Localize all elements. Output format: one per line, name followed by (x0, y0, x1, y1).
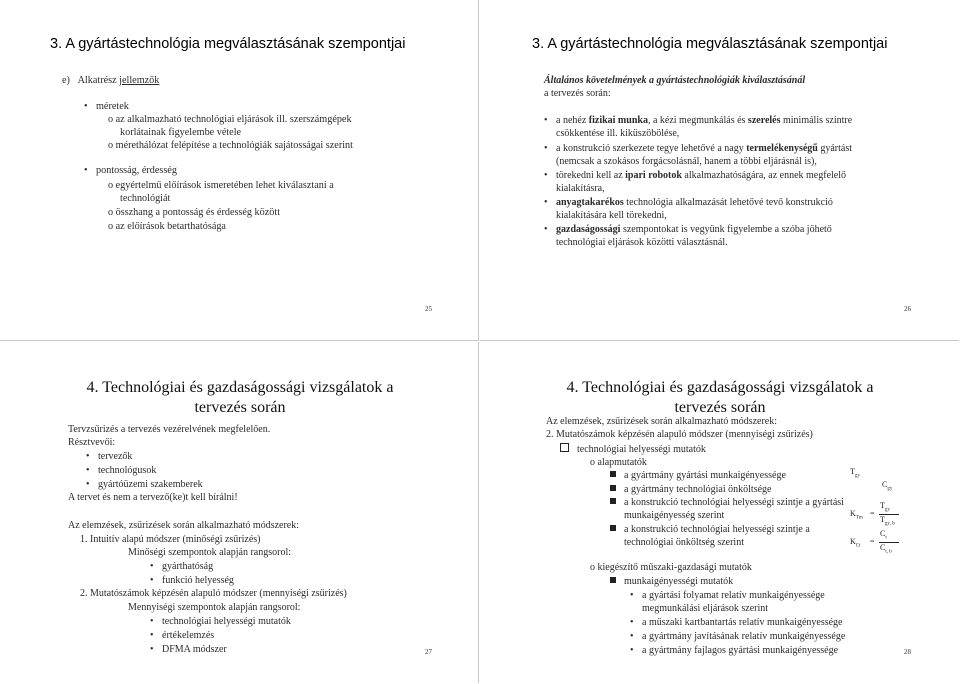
text: értékelemzés (162, 630, 215, 641)
detail-item: • a gyártmány javításának relatív munkaigényessége (630, 631, 846, 642)
text-line: Az elemzések, zsűrizések során alkalmazható módszerek: (546, 416, 778, 427)
formula-kct (850, 529, 910, 563)
formula-c (882, 480, 892, 492)
text: a gyártmány technológiai önköltsége (624, 484, 772, 495)
text: technológiai helyességi mutatók (577, 444, 706, 455)
text-line: Résztvevői: (68, 437, 116, 448)
sub-item: o egyértelmű előírások ismeretében lehet kiválasztani a (108, 180, 334, 191)
sub-item: o az előírások betarthatósága (108, 221, 226, 232)
f-sub: t, b (885, 549, 892, 555)
sub-item-cont: korlátainak figyelembe vétele (120, 127, 242, 138)
text-line: 2. Mutatószámok képzésén alapuló módszer (mennyiségi zsűrizés) (546, 429, 813, 440)
square-icon (610, 525, 616, 531)
detail-item: • a gyártmány fajlagos gyártási munkaigényessége (630, 645, 839, 656)
f-den (880, 543, 892, 555)
text: tervezők (98, 451, 133, 462)
text: a konstrukció szerkezete tegye lehetővé a nagy (556, 143, 747, 154)
section-e (62, 75, 159, 87)
sub-item-cont: technológiát (120, 193, 171, 204)
text-bold: ipari robotok (625, 170, 682, 181)
text-line: Az elemzések, zsűrizések során alkalmazható módszerek: (68, 520, 300, 531)
square-bullet-icon (560, 443, 569, 452)
f-num (880, 529, 887, 541)
bullet-text: pontosság, érdesség (96, 165, 177, 176)
bullet-item: • méretek (84, 101, 129, 112)
text: szempontokat is vegyünk figyelembe a szóba jöhető (620, 224, 832, 235)
f-text: T (850, 467, 855, 476)
text: gyártást (817, 143, 853, 154)
req-item-cont: technológiai eljárások közötti választásnál. (556, 237, 728, 248)
square-icon (610, 577, 616, 583)
indicator (610, 470, 786, 482)
square-icon (610, 498, 616, 504)
e-prefix: e) (62, 75, 70, 86)
bullet-text: méretek (96, 101, 129, 112)
square-icon (610, 485, 616, 491)
text-bold: fizikai munka (588, 115, 648, 126)
method: 2. Mutatószámok képzésén alapuló módszer (mennyiségi zsűrizés) (80, 588, 347, 599)
f-eq: = (870, 537, 875, 546)
slide-title: 3. A gyártástechnológia megválasztásának szempontjai (532, 36, 888, 52)
req-item-cont: kialakítására kell törekedni, (556, 210, 667, 221)
f-eq: = (870, 509, 875, 518)
text-bold: anyagtakarékos (556, 197, 624, 208)
req-item: • anyagtakarékos technológia alkalmazását lehetővé tevő konstrukció (544, 197, 833, 208)
text-bold: gazdaságossági (556, 224, 621, 235)
method-sub: Mennyiségi szempontok alapján rangsorol: (128, 602, 301, 613)
req-item: • gazdaságossági szempontokat is vegyünk figyelembe a szóba jöhető (544, 224, 832, 235)
slide-title-line1: 4. Technológiai és gazdaságossági vizsgálatok a (86, 379, 394, 396)
page-number: 28 (904, 648, 911, 656)
method-item: • funkció helyesség (150, 575, 234, 586)
text: funkció helyesség (162, 575, 234, 586)
indicator-cont: technológiai önköltség szerint (624, 537, 744, 548)
text: a nehéz (556, 115, 589, 126)
text: munkaigényességi mutatók (624, 576, 734, 587)
f-lhs (850, 537, 861, 549)
indicator (610, 576, 733, 588)
square-icon (610, 471, 616, 477)
participant: • gyártóüzemi szakemberek (86, 479, 203, 490)
method-item: • gyárthatóság (150, 561, 214, 572)
slide-25 (0, 0, 479, 341)
f-sub: Ct (855, 543, 861, 549)
slide-28 (480, 342, 959, 683)
f-text: C (880, 529, 886, 538)
sub-group: o alapmutatók (590, 457, 647, 468)
slide-27 (0, 342, 479, 683)
text: a gyártási folyamat relatív munkaigényessége (642, 590, 825, 601)
text: a gyártmány fajlagos gyártási munkaigényessége (642, 645, 839, 656)
text: , a kézi megmunkálás és (647, 115, 748, 126)
sub-item: o összhang a pontosság és érdesség között (108, 207, 281, 218)
bullet-item: • pontosság, érdesség (84, 165, 177, 176)
sub-item: o az alkalmazható technológiai eljárások ill. szerszámgépek (108, 114, 352, 125)
page-number: 25 (425, 305, 432, 313)
f-text: T (880, 501, 885, 510)
f-sub: gy (884, 507, 890, 513)
method-item: • technológiai helyességi mutatók (150, 616, 291, 627)
req-item: • a nehéz fizikai munka, a kézi megmunkálás és szerelés minimális szintre (544, 115, 853, 126)
indicator (610, 484, 771, 496)
page-number: 26 (904, 305, 911, 313)
text: minimális szintre (780, 115, 853, 126)
f-sub: Tm (855, 515, 863, 521)
text: technológiai helyességi mutatók (162, 616, 291, 627)
detail-item: • a műszaki kartbantartás relatív munkaigényessége (630, 617, 843, 628)
f-text: C (880, 543, 886, 552)
method: 1. Intuitív alapú módszer (minőségi zsűrizés) (80, 534, 261, 545)
sub-item: o mérethálózat felépítése a technológiák sajátosságai szerint (108, 140, 353, 151)
text: DFMA módszer (162, 644, 227, 655)
f-den (880, 515, 895, 527)
method-sub: Minőségi szempontok alapján rangsorol: (128, 547, 292, 558)
text-line: A tervet és nem a tervező(ke)t kell bírálni! (68, 492, 238, 503)
indicator-cont: munkaigényesség szerint (624, 510, 725, 521)
e-underlined: jellemzők (119, 75, 160, 86)
f-text: K (850, 537, 856, 546)
slide-26 (480, 0, 959, 341)
text: a gyártmány gyártási munkaigényessége (624, 470, 786, 481)
f-sub: gy (854, 473, 860, 479)
f-sub: t (885, 535, 887, 541)
req-item: • törekedni kell az ipari robotok alkalmazhatóságára, az ennek megfelelő (544, 170, 846, 181)
formula-t (850, 467, 860, 479)
method-item: • értékelemzés (150, 630, 215, 641)
f-text: K (850, 509, 856, 518)
text: alkalmazhatóságára, az ennek megfelelő (681, 170, 846, 181)
f-text: T (880, 515, 885, 524)
slide-title-line2: tervezés során (194, 399, 286, 416)
text: a konstrukció technológiai helyességi szintje a gyártási (624, 497, 844, 508)
text-bold: szerelés (747, 115, 781, 126)
f-lhs (850, 509, 863, 521)
req-item-cont: kialakításra, (556, 183, 605, 194)
f-sub: gy, b (884, 521, 895, 527)
text: a műszaki kartbantartás relatív munkaigényessége (642, 617, 843, 628)
f-num (880, 501, 890, 513)
subheading: a tervezés során: (544, 88, 611, 99)
slide-title-line2: tervezés során (674, 399, 766, 416)
text: a gyártmány javításának relatív munkaigényessége (642, 631, 846, 642)
text: technológia alkalmazását lehetővé tevő konstrukció (623, 197, 833, 208)
text-line: Tervzsűrizés a tervezés vezérelvének megfelelően. (68, 424, 271, 435)
heading: Általános követelmények a gyártástechnológiák kiválasztásánál (544, 75, 806, 86)
text: technológusok (98, 465, 157, 476)
method-item: • DFMA módszer (150, 644, 227, 655)
text-bold: termelékenységű (746, 143, 818, 154)
text: gyártóüzemi szakemberek (98, 479, 203, 490)
detail-cont: megmunkálási eljárások szerint (642, 603, 769, 614)
text: gyárthatóság (162, 561, 214, 572)
detail-item: • a gyártási folyamat relatív munkaigényessége (630, 590, 825, 601)
page-number: 27 (425, 648, 432, 656)
slide-title: 3. A gyártástechnológia megválasztásának szempontjai (50, 36, 406, 52)
slide-title-line1: 4. Technológiai és gazdaságossági vizsgálatok a (566, 379, 874, 396)
checkbox-item (560, 443, 706, 456)
indicator (610, 524, 810, 536)
req-item-cont: csökkentése ill. kiküszöbölése, (556, 128, 680, 139)
req-item-cont: (nemcsak a szokásos forgácsolásnál, hanem a többi eljárásnál is), (556, 156, 817, 167)
e-label: Alkatrész (77, 75, 120, 86)
participant: • technológusok (86, 465, 157, 476)
f-sub: gy (887, 486, 893, 492)
indicator (610, 497, 844, 509)
sub-group: o kiegészítő műszaki-gazdasági mutatók (590, 562, 752, 573)
participant: • tervezők (86, 451, 133, 462)
f-text: C (882, 480, 888, 489)
req-item: • a konstrukció szerkezete tegye lehetővé a nagy termelékenységű gyártást (544, 143, 853, 154)
text: törekedni kell az (556, 170, 626, 181)
text: a konstrukció technológiai helyességi szintje a (624, 524, 810, 535)
